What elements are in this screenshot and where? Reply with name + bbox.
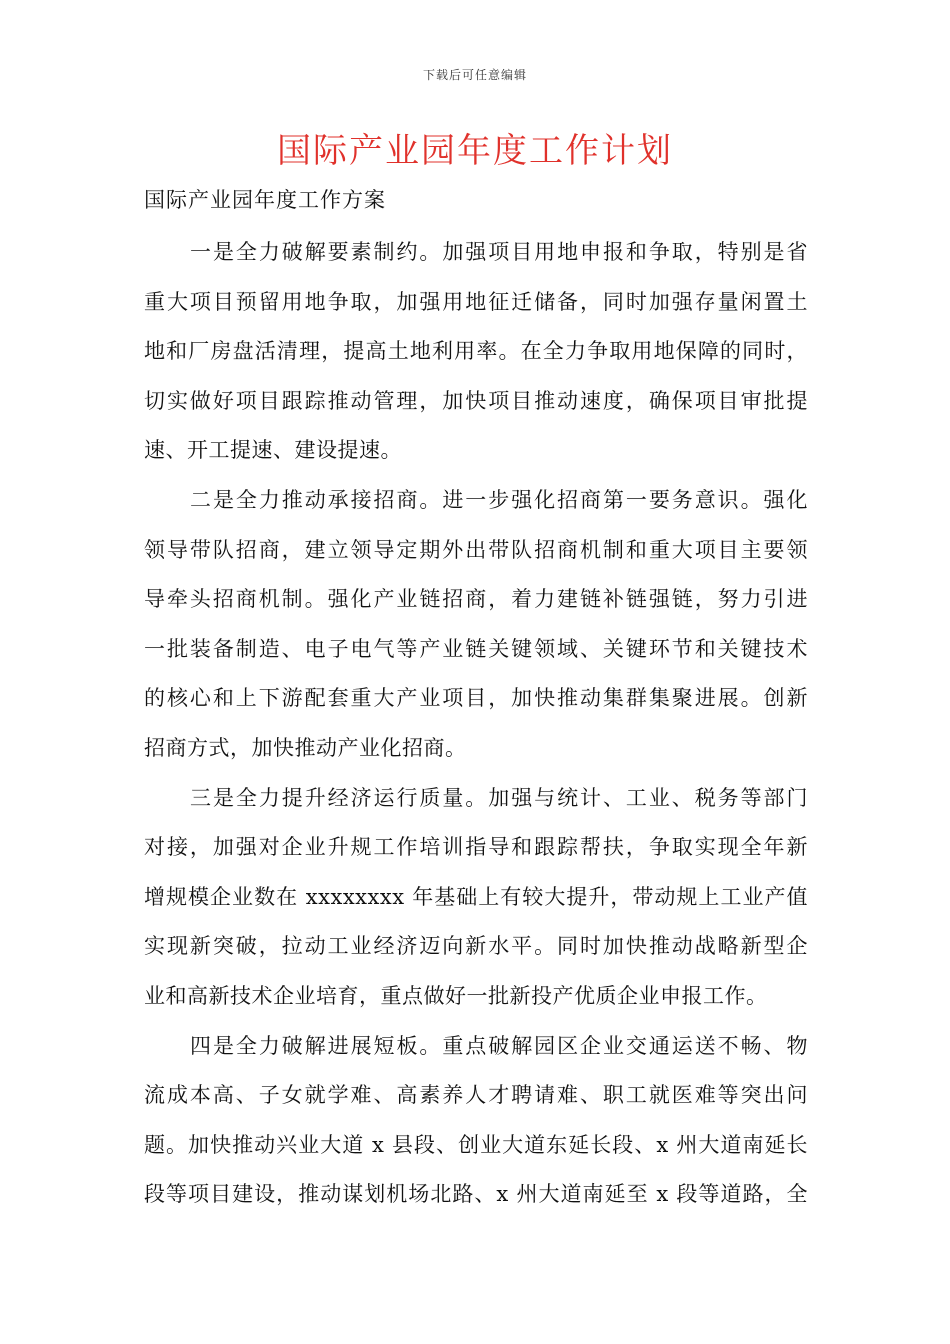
paragraph-line: 切实做好项目跟踪推动管理，加快项目推动速度，确保项目审批提 <box>144 388 808 413</box>
paragraph-line: 业和高新技术企业培育，重点做好一批新投产优质企业申报工作。 <box>144 983 768 1008</box>
paragraph-line: 段等项目建设，推动谋划机场北路、x 州大道南延至 x 段等道路，全 <box>144 1182 808 1207</box>
paragraph-line: 三是全力提升经济运行质量。加强与统计、工业、税务等部门 <box>190 785 808 810</box>
page-header: 下载后可任意编辑 <box>422 68 527 82</box>
paragraph-3 <box>144 774 808 1022</box>
paragraph-line: 速、开工提速、建设提速。 <box>144 438 402 463</box>
paragraph-line: 导牵头招商机制。强化产业链招商，着力建链补链强链，努力引进 <box>144 587 808 612</box>
paragraph-line: 领导带队招商，建立领导定期外出带队招商机制和重大项目主要领 <box>144 537 808 562</box>
paragraph-line: 地和厂房盘活清理，提高土地利用率。在全力争取用地保障的同时， <box>144 339 808 364</box>
document-title: 国际产业园年度工作计划 <box>277 131 673 171</box>
paragraph-line: 一批装备制造、电子电气等产业链关键领域、关键环节和关键技术 <box>144 636 808 661</box>
paragraph-line: 题。加快推动兴业大道 x 县段、创业大道东延长段、x 州大道南延长 <box>144 1132 808 1157</box>
paragraph-line: 重大项目预留用地争取，加强用地征迁储备，同时加强存量闲置土 <box>144 289 808 314</box>
paragraph-line: 一是全力破解要素制约。加强项目用地申报和争取，特别是省 <box>190 240 808 264</box>
paragraph-4 <box>144 1022 808 1220</box>
paragraph-line: 实现新突破，拉动工业经济迈向新水平。同时加快推动战略新型企 <box>144 934 808 959</box>
paragraph-line: 对接，加强对企业升规工作培训指导和跟踪帮扶，争取实现全年新 <box>144 835 808 860</box>
paragraph-line: 流成本高、子女就学难、高素养人才聘请难、职工就医难等突出问 <box>144 1083 808 1108</box>
paragraph-line: 四是全力破解进展短板。重点破解园区企业交通运送不畅、物 <box>190 1033 808 1058</box>
document-subtitle: 国际产业园年度工作方案 <box>144 188 386 212</box>
paragraph-line: 增规模企业数在 xxxxxxxx 年基础上有较大提升，带动规上工业产值 <box>144 884 808 909</box>
paragraph-line: 二是全力推动承接招商。进一步强化招商第一要务意识。强化 <box>190 487 808 512</box>
document-body <box>144 228 808 1220</box>
paragraph-line: 的核心和上下游配套重大产业项目，加快推动集群集聚进展。创新 <box>144 686 808 711</box>
paragraph-1 <box>144 228 808 476</box>
paragraph-line: 招商方式，加快推动产业化招商。 <box>144 735 467 760</box>
paragraph-2 <box>144 476 808 774</box>
